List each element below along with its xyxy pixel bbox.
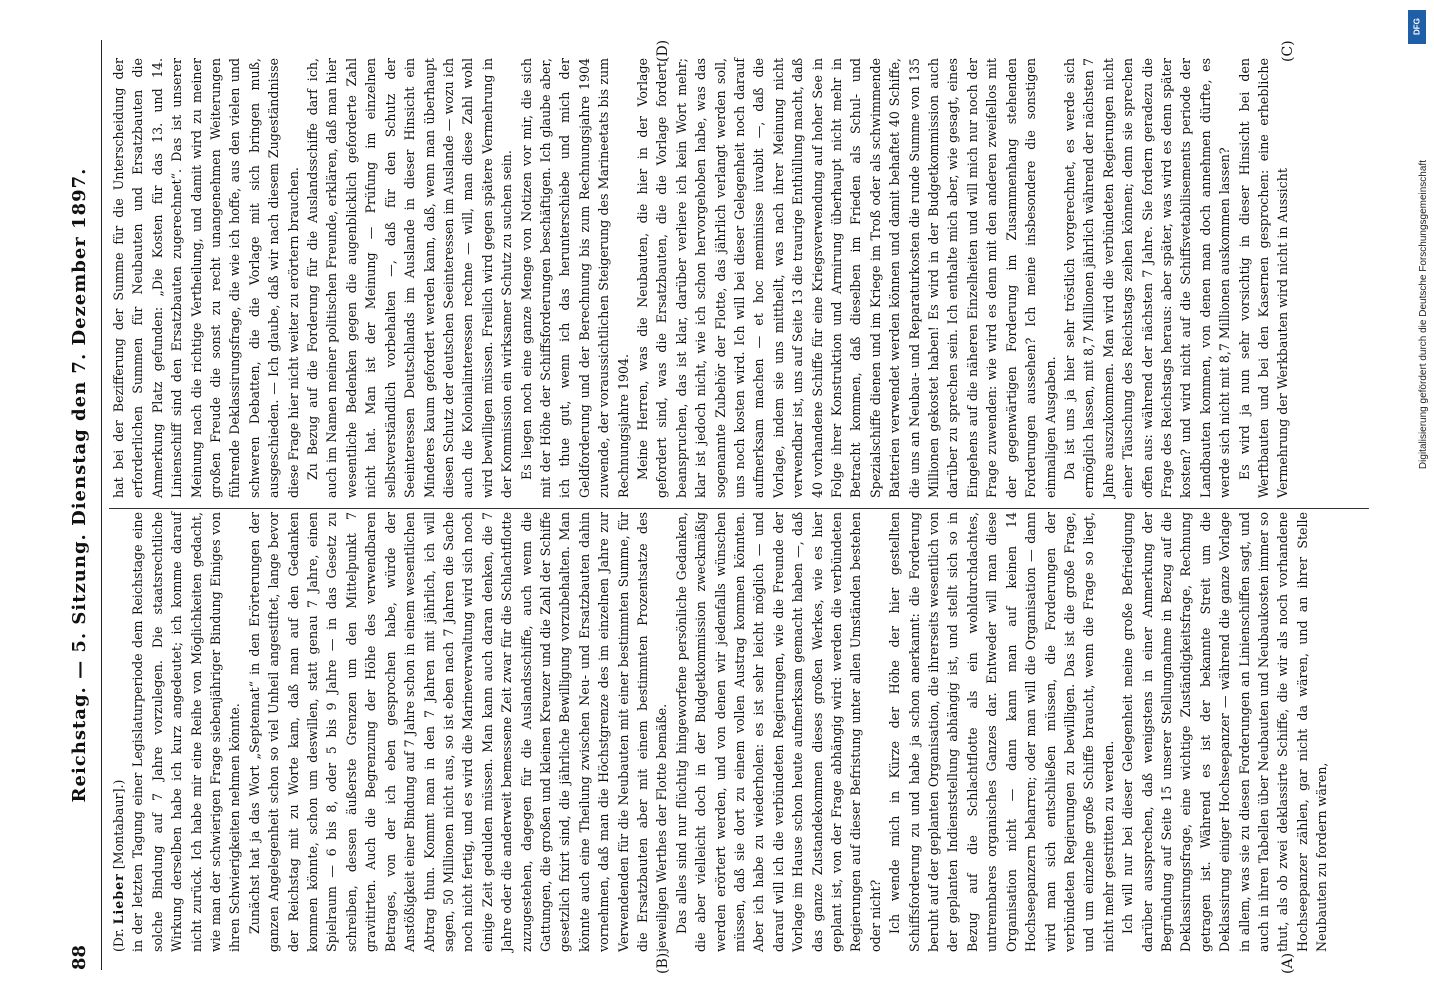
margin-marker-a: (A): [1280, 952, 1296, 974]
rotated-page: [65, 39, 1395, 974]
speaker-line: [109, 512, 128, 952]
speaker-name: Lieber: [111, 873, 126, 925]
page-number: 88: [69, 944, 90, 970]
margin-marker-d: (D): [655, 39, 671, 62]
right-paragraph-6: Es wird ja nun sehr vorsichtig in dieser Hinsicht bei den Werftbauten und bei den Kasernen gesprochen: eine erhebliche Vermehrung der Werkbauten wird nicht in Aussicht: [1236, 58, 1291, 498]
dfg-logo: DFG: [1408, 10, 1426, 44]
header-rule: [101, 40, 102, 970]
left-paragraph-4: Ich wende mich in Kürze der Höhe der hier gestellten Schiffsforderung zu und habe ja schon anerkannt: die Forderung beruht auf der geplanten Organisation, die ihrerseits wesentlich von der geplanten Indienststellung abhängig ist, und stellt sich so in Bezug auf die Schlachtflotte als ein wohldurchdachtes, untrennbares organisches Ganzes dar. Entweder will man diese Organisation nicht — dann kann man auf keinen 14 Hochseepanzern beharren; oder man will die Organisation — dann wird man sich entschließen müssen, die Forderungen der verbündeten Regierungen zu bewilligen. Das ist die große Frage, und um einzelne große Schiffe braucht, wenn die Frage so liegt, nicht mehr gestritten zu werden.: [887, 512, 1116, 952]
speaker-prefix: (Dr.: [111, 928, 126, 952]
right-paragraph-1: hat bei der Bezifferung der Summe für die Unterscheidung der erforderlichen Summen für Neubauten und Ersatzbauten die Anmerkung Platz gefunden: „Die Kosten für das 13. und 14. Linienschiff sind den Ersatzbauten zugerechnet“. Das ist unserer Meinung nach die richtige Vertheilung, und damit wird zu meiner großen Freude die sonst zu recht unangenehmen Weiterungen führende Deklassirungsfrage, die wie ich hoffe, aus den vielen und schweren Debatten, die die Vorlage mit sich bringen muß, ausgeschieden. — Ich glaube, daß wir nach diesem Zugeständnisse diese Frage hier nicht weiter zu erörtern brauchen.: [111, 58, 301, 498]
margin-marker-c: (C): [1280, 40, 1296, 62]
left-paragraph-1: in der letzten Tagung einer Legislaturperiode dem Reichstage eine solche Bindung auf 7 Jahre vorzulegen. Die staatsrechtliche Wirkung derselben habe ich kurz angedeutet; ich komme darauf nicht zurück. Ich habe mir eine Reihe von Möglichkeiten gedacht, wie man der schwierigen Frage siebenjähriger Bindung Einiges von ihren Schwierigkeiten nehmen könnte.: [130, 512, 243, 952]
left-paragraph-5: Ich will nur bei dieser Gelegenheit meine große Befriedigung darüber aussprechen, daß wenigstens in einer Anmerkung der Begründung auf Seite 15 unserer Stellungnahme in Bezug auf die Deklassirungsfrage, eine wichtige Zuständigkeitsfrage, Rechnung getragen ist. Während es ist der bekannte Streit um die Deklassirung einiger Hochseepanzer — während die ganze Vorlage in allem, was sie zu diesen Forderungen an Linienschiffen sagt, und auch in ihren Tabellen über Neubauten und Neubaukosten immer so thut, als ob zwei deklassirte Schiffe, die wir als noch vorhandene Hochseepanzer zählen, gar nicht da wären, und an ihrer Stelle Neubauten zu fordern wären,: [1120, 512, 1330, 952]
left-paragraph-3: Das alles sind nur flüchtig hingeworfene persönliche Gedanken, die aber vielleicht doch in der Budgetkommission zweckmäßig werden erörtert werden, und von denen wir jedenfalls wünschen müssen, daß sie dort zu einem vollen Austrag kommen könnten. Aber ich habe zu wiederholen: es ist sehr leicht möglich — und darauf will ich die verbündeten Regierungen, wie die Freunde der Vorlage im Hause schon heute aufmerksam gemacht haben —, daß das ganze Zustandekommen dieses großen Werkes, wie es hier geplant ist, von der Frage abhängig wird: werden die verbündeten Regierungen auf dieser Befristung unter allen Umständen bestehen oder nicht?: [673, 512, 883, 952]
right-paragraph-4: Meine Herren, was die Neubauten, die hier in der Vorlage gefordert sind, was die Ersatzbauten, die die Vorlage fordert, beanspruchen, das ist klar, darüber verliere ich kein Wort mehr; klar ist jedoch nicht, wie ich schon hervorgehoben habe, was das sogenannte Zubehör der Flotte, das jährlich verlangt werden soll, uns noch kosten wird. Ich will bei dieser Gelegenheit noch darauf aufmerksam machen — et hoc meminisse iuvabit —, daß die Vorlage, indem sie uns mittheilt, was nach ihrer Meinung nicht verwendbar ist, uns auf Seite 13 die traurige Enthüllung macht, daß 40 vorhandene Schiffe für eine Kriegsverwendung auf hoher See in Folge ihrer Konstruktion und Armirung überhaupt nicht mehr in Betracht kommen, daß dieselben im Frieden als Schul- und Spezialschiffe dienen und im Kriege im Troß oder als schwimmende Batterien verwendet werden können und damit behaftet 40 Schiffe, die uns an Neubau- und Reparaturkosten die runde Summe von 135 Millionen gekostet haben! Es wird in der Budgetkommission auch darüber zu sprechen sein. Ich enthalte mich aber, wie gesagt, eines Eingehens auf die näheren Einzelheiten und will mich nur noch der Frage zuwenden: wie wird es denn mit den anderen zweifellos mit der gegenwärtigen Forderung im Zusammenhang stehenden Forderungen aussehen? Ich meine insbesondere die sonstigen einmaligen Ausgaben.: [634, 58, 1058, 498]
page-header: [65, 40, 97, 970]
right-paragraph-2: Zu Bezug auf die Forderung für die Auslandsschiffe darf ich, auch im Namen meiner politischen Freunde, erklären, daß man hier wesentliche Bedenken gegen die augenblicklich geforderte Zahl nicht hat. Man ist der Meinung — Prüfung im einzelnen selbstverständlich vorbehalten —, daß für den Schutz der Seeinteressen Deutschlands im Auslande in dieser Hinsicht ein Minderes kaum gefordert werden kann, daß, wenn man überhaupt diesen Schutz der deutschen Seeinteressen im Auslande — wozu ich auch die Kolonialinteressen rechne — will, man diese Zahl wohl wird bewilligen müssen. Freilich wird gegen spätere Vermehrung in der Kommission ein wirksamer Schutz zu suchen sein.: [305, 58, 515, 498]
left-column: [109, 512, 1332, 952]
right-paragraph-3: Es liegen noch eine ganze Menge von Notizen vor mir, die sich mit der Höhe der Schiffsforderungen beschäftigen. Ich glaube aber, ich thue gut, wenn ich das herunterschiebe und mich der Geldforderung und der Berechnung bis zum Rechnungsjahre 1904 zuwende, der voraussichtlichen Steigerung des Marineetats bis zum Rechnungsjahre 1904.: [518, 58, 631, 498]
left-paragraph-2: Zunächst hat ja das Wort „Septennat“ in den Erörterungen der ganzen Angelegenheit schon so viel Unheil angestiftet, lange bevor der Reichstag mit zu Worte kam, daß man auf den Gedanken kommen könnte, schon um deswillen, statt genau 7 Jahre, einen Spielraum — 6 bis 8, oder 5 bis 9 Jahre — in das Gesetz zu schreiben, dessen äußerste Grenzen um den Mittelpunkt 7 gravitirten. Auch die Begrenzung der Höhe des verwendbaren Betrages, von der ich eben gesprochen habe, würde der Anstößigkeit einer Bindung auf 7 Jahre schon in einem wesentlichen Abtrag thun. Kommt man in den 7 Jahren mit jährlich, ich will sagen, 50 Millionen nicht aus, so ist eben nach 7 Jahren die Sache noch nicht fertig, und es wird die Marineverwaltung wird sich noch einige Zeit gedulden müssen. Man kann auch daran denken, die 7 Jahre oder die anderweit bemessene Zeit zwar für die Schlachtflotte zuzugestehen, dagegen für die Auslandsschiffe, auch wenn die Gattungen, die großen und kleinen Kreuzer und die Zahl der Schiffe gesetzlich fixirt sind, die jährliche Bewilligung vorzubehalten. Man könnte auch eine Theilung zwischen Neu- und Ersatzbauten dahin vornehmen, daß man die Höchstgrenze des im einzelnen Jahre zur Verwendenden für die Neubauten mit einer bestimmten Summe, für die Ersatzbauten aber mit einem bestimmten Prozentsatze des jeweiligen Werthes der Flotte bemäße.: [246, 512, 670, 952]
right-paragraph-5: Da ist uns ja hier sehr tröstlich vorgerechnet, es werde sich ermöglich lassen, mit 8,7 Millionen jährlich während der nächsten 7 Jahre auszukommen. Man wird die verbündeten Regierungen nicht einer Täuschung des Reichstags zeihen können; denn sie sprechen offen aus: während der nächsten 7 Jahre. Sie fordern geradezu die Frage des Reichstags heraus: aber später, was wird es denn später kosten? und wird nicht auf die Schiffsvetabilisements periode der Landbauten kommen, von denen man doch annehmen dürfte, es werde sich nicht mit 8,7 Millionen auskommen lassen?: [1061, 58, 1233, 498]
digitization-strip: [1404, 10, 1432, 990]
digitization-note: Digitalisierung gefördert durch die Deutsche Forschungsgemeinschaft: [1418, 160, 1429, 470]
margin-marker-b: (B): [655, 952, 671, 974]
speaker-suffix: [Montabaur].): [111, 779, 126, 870]
column-divider: [109, 508, 1369, 509]
right-column: [109, 58, 1293, 498]
running-title: Reichstag. — 5. Sitzung. Dienstag den 7. Dezember 1897.: [69, 167, 90, 803]
